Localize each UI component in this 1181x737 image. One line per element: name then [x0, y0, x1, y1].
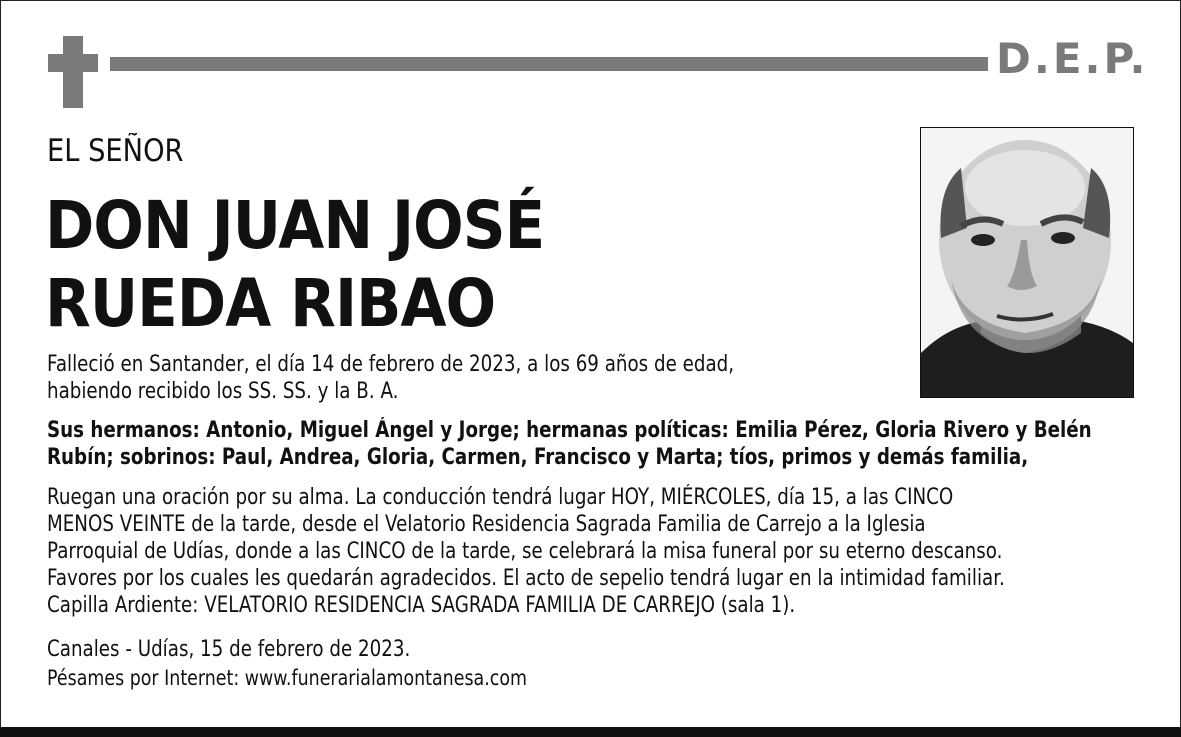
death-paragraph — [47, 351, 734, 405]
dep-label: D.E.P. — [996, 34, 1149, 83]
ceremony-line-1: Ruegan una oración por su alma. La conducción tendrá lugar HOY, MIÉRCOLES, día 15, a las CINCO — [47, 485, 954, 510]
family-line-2: Rubín; sobrinos: Paul, Andrea, Gloria, Carmen, Francisco y Marta; tíos, primos y demás familia, — [47, 445, 1029, 470]
ceremony-line-5: Capilla Ardiente: VELATORIO RESIDENCIA SAGRADA FAMILIA DE CARREJO (sala 1). — [47, 593, 796, 618]
ceremony-line-2: MENOS VEINTE de la tarde, desde el Velatorio Residencia Sagrada Familia de Carrejo a la Iglesia — [47, 512, 926, 537]
ceremony-paragraph — [47, 484, 1005, 619]
family-line-1: Sus hermanos: Antonio, Miguel Ángel y Jorge; hermanas políticas: Emilia Pérez, Gloria Rivero y Belén — [47, 418, 1092, 443]
bottom-rule — [0, 727, 1181, 737]
portrait-photo — [920, 127, 1134, 398]
name-line-2: RUEDA RIBAO — [45, 265, 496, 342]
cross-icon — [48, 36, 98, 108]
ceremony-line-3: Parroquial de Udías, donde a las CINCO de la tarde, se celebrará la misa funeral por su eterno descanso. — [47, 539, 1003, 564]
honorific: EL SEÑOR — [47, 133, 184, 169]
ceremony-line-4: Favores por los cuales les quedarán agradecidos. El acto de sepelio tendrá lugar en la intimidad familiar. — [47, 566, 1005, 591]
death-line-1: Falleció en Santander, el día 14 de febrero de 2023, a los 69 años de edad, — [47, 352, 735, 377]
family-paragraph — [47, 417, 1092, 471]
name-line-1: DON JUAN JOSÉ — [45, 187, 545, 264]
header-rule — [110, 57, 988, 71]
death-line-2: habiendo recibido los SS. SS. y la B. A. — [47, 379, 399, 404]
place-date: Canales - Udías, 15 de febrero de 2023. — [47, 637, 411, 662]
deceased-name — [45, 187, 544, 343]
condolences-web: Pésames por Internet: www.funerarialamontanesa.com — [47, 666, 527, 690]
